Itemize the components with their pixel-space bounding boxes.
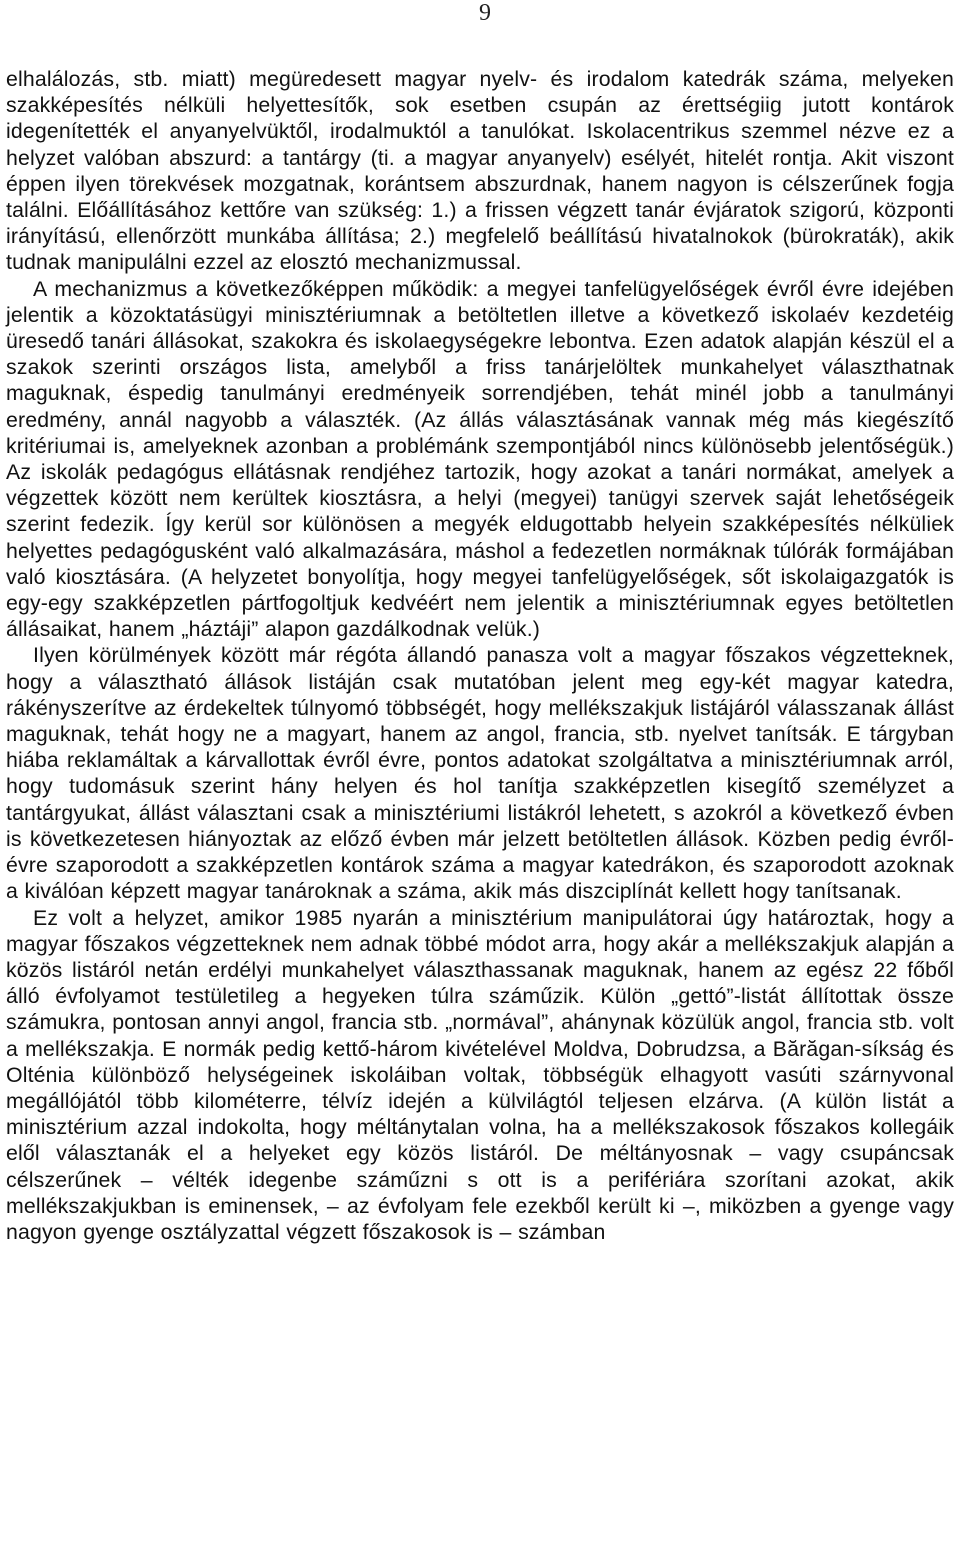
paragraph-circumstances: Ilyen körülmények között már régóta állandó panasza volt a magyar főszakos végzetteknek, hogy a választható állások listáján csak mutatóban jelent meg egy-két magyar katedra, rákényszerítve az érdekeltek túlnyomó többségét, hogy mellékszakjuk listájáról válasszanak állást maguknak, tehát hogy ne a magyart, hanem az angol, francia, stb. nyelvet tanítsák. E tárgyban hiába reklamáltak a kárvallottak évről évre, pontos adatokat szolgáltatva a minisztériumnak arról, hogy tudomásuk szerint hány helyen és hol tanítja szakképzetlen kisegítő személyzet a tantárgyukat, állást választani csak a minisztériumi listákról lehetett, s azokról a következő évben is következetesen hiányoztak az előző évben már jelzett betöltetlen állások. Közben pedig évről-évre szaporodott a szakképzetlen kontárok száma a magyar katedrákon, és szaporodott azoknak a kiválóan képzett magyar tanároknak a száma, akik más diszciplínát kellett hogy tanítsanak. <box>6 643 954 904</box>
paragraph-1985-situation: Ez volt a helyzet, amikor 1985 nyarán a minisztérium manipulátorai úgy határoztak, hogy a magyar főszakos végzetteknek nem adnak többé módot arra, hogy akár a mellékszakjuk alapján a közös listáról netán erdélyi munkahelyet választhassanak maguknak, hanem az egész 22 főből álló évfolyamot testületileg a hegyeken túlra száműzik. Külön „gettó”-listát állítottak össze számukra, pontosan annyi angol, francia stb. „normával”, ahánynak közülük angol, francia stb. volt a mellékszakja. E normák pedig kettő-három kivételével Moldva, Dobrudzsa, a Bărăgan-síkság és Olténia különböző helységeinek iskoláiban voltak, többségük elhagyott vasúti szárnyvonal megállójától több kilométerre, télvíz idején a külvilágtól teljesen elzárva. (A külön listát a minisztérium azzal indokolta, hogy méltánytalan volna, ha a mellékszakosok főszakos kollegáik elől választanák el a helyeket egy közös listáról. De méltányosnak – vagy csupáncsak célszerűnek – vélték idegenbe száműzni s ott is a perifériára szorítani azokat, akik mellékszakjukban is eminensek, – az évfolyam fele ezekből került ki –, miközben a gyenge vagy nagyon gyenge osztályzattal végzett főszakosok is – számban <box>6 905 954 1244</box>
document-body <box>6 66 954 1245</box>
paragraph-continuation: elhalálozás, stb. miatt) megüredesett magyar nyelv- és irodalom katedrák száma, melyeken szakképesítés nélküli helyettesítők, sok esetben csupán az érettségiig jutott kontárok idegenítették el anyanyelvüktől, irodalmuktól a tanulókat. Iskolacentrikus szemmel nézve ez a helyzet valóban abszurd: a tantárgy (ti. a magyar anyanyelv) esélyét, hitelét rontja. Akit viszont éppen ilyen törekvések mozgatnak, korántsem abszurdnak, hanem nagyon is célszerűnek fogja találni. Előállításához kettőre van szükség: 1.) a frissen végzett tanár évjáratok szigorú, központi irányítású, ellenőrzött munkába állítása; 2.) megfelelő beállítású hivatalnokok (bürokraták), akik tudnak manipulálni ezzel az elosztó mechanizmussal. <box>6 67 954 275</box>
page-number: 9 <box>479 0 491 26</box>
paragraph-mechanism: A mechanizmus a következőképpen működik: a megyei tanfelügyelőségek évről évre idejében jelentik a közoktatásügyi minisztériumnak a betöltetlen illetve a következő iskolaév kezdetéig üresedő tanári állásokat, szakokra és iskolaegységekre lebontva. Ezen adatok alapján készül el a szakok szerinti országos lista, amelyből a friss tanárjelöltek munkahelyet választhatnak maguknak, éspedig tanulmányi eredményeik sorrendjében, tehát minél jobb a tanulmányi eredmény, annál nagyobb a választék. (Az állás választásának vannak még más kiegészítő kritériumai is, amelyeknek azonban a problémánk szempontjából nincs különösebb jelentőségük.) Az iskolák pedagógus ellátásnak rendjéhez tartozik, hogy azokat a tanári normákat, amelyek a végzettek között nem kerültek kiosztásra, a helyi (megyei) tanügyi szervek saját lehetőségeik szerint fedezik. Így kerül sor különösen a megyék eldugottabb helyein szakképesítés nélküliek helyettes pedagógusként való alkalmazására, máshol a fedezetlen normáknak túlórák formájában való kiosztására. (A helyzetet bonyolítja, hogy megyei tanfelügyelőségek, sőt iskolaigazgatók is egy-egy szakképzetlen pártfogoltjuk kedvéért nem jelentik a minisztériumnak egyes betöltetlen állásaikat, hanem „háztáji” alapon gazdálkodnak velük.) <box>6 276 954 642</box>
